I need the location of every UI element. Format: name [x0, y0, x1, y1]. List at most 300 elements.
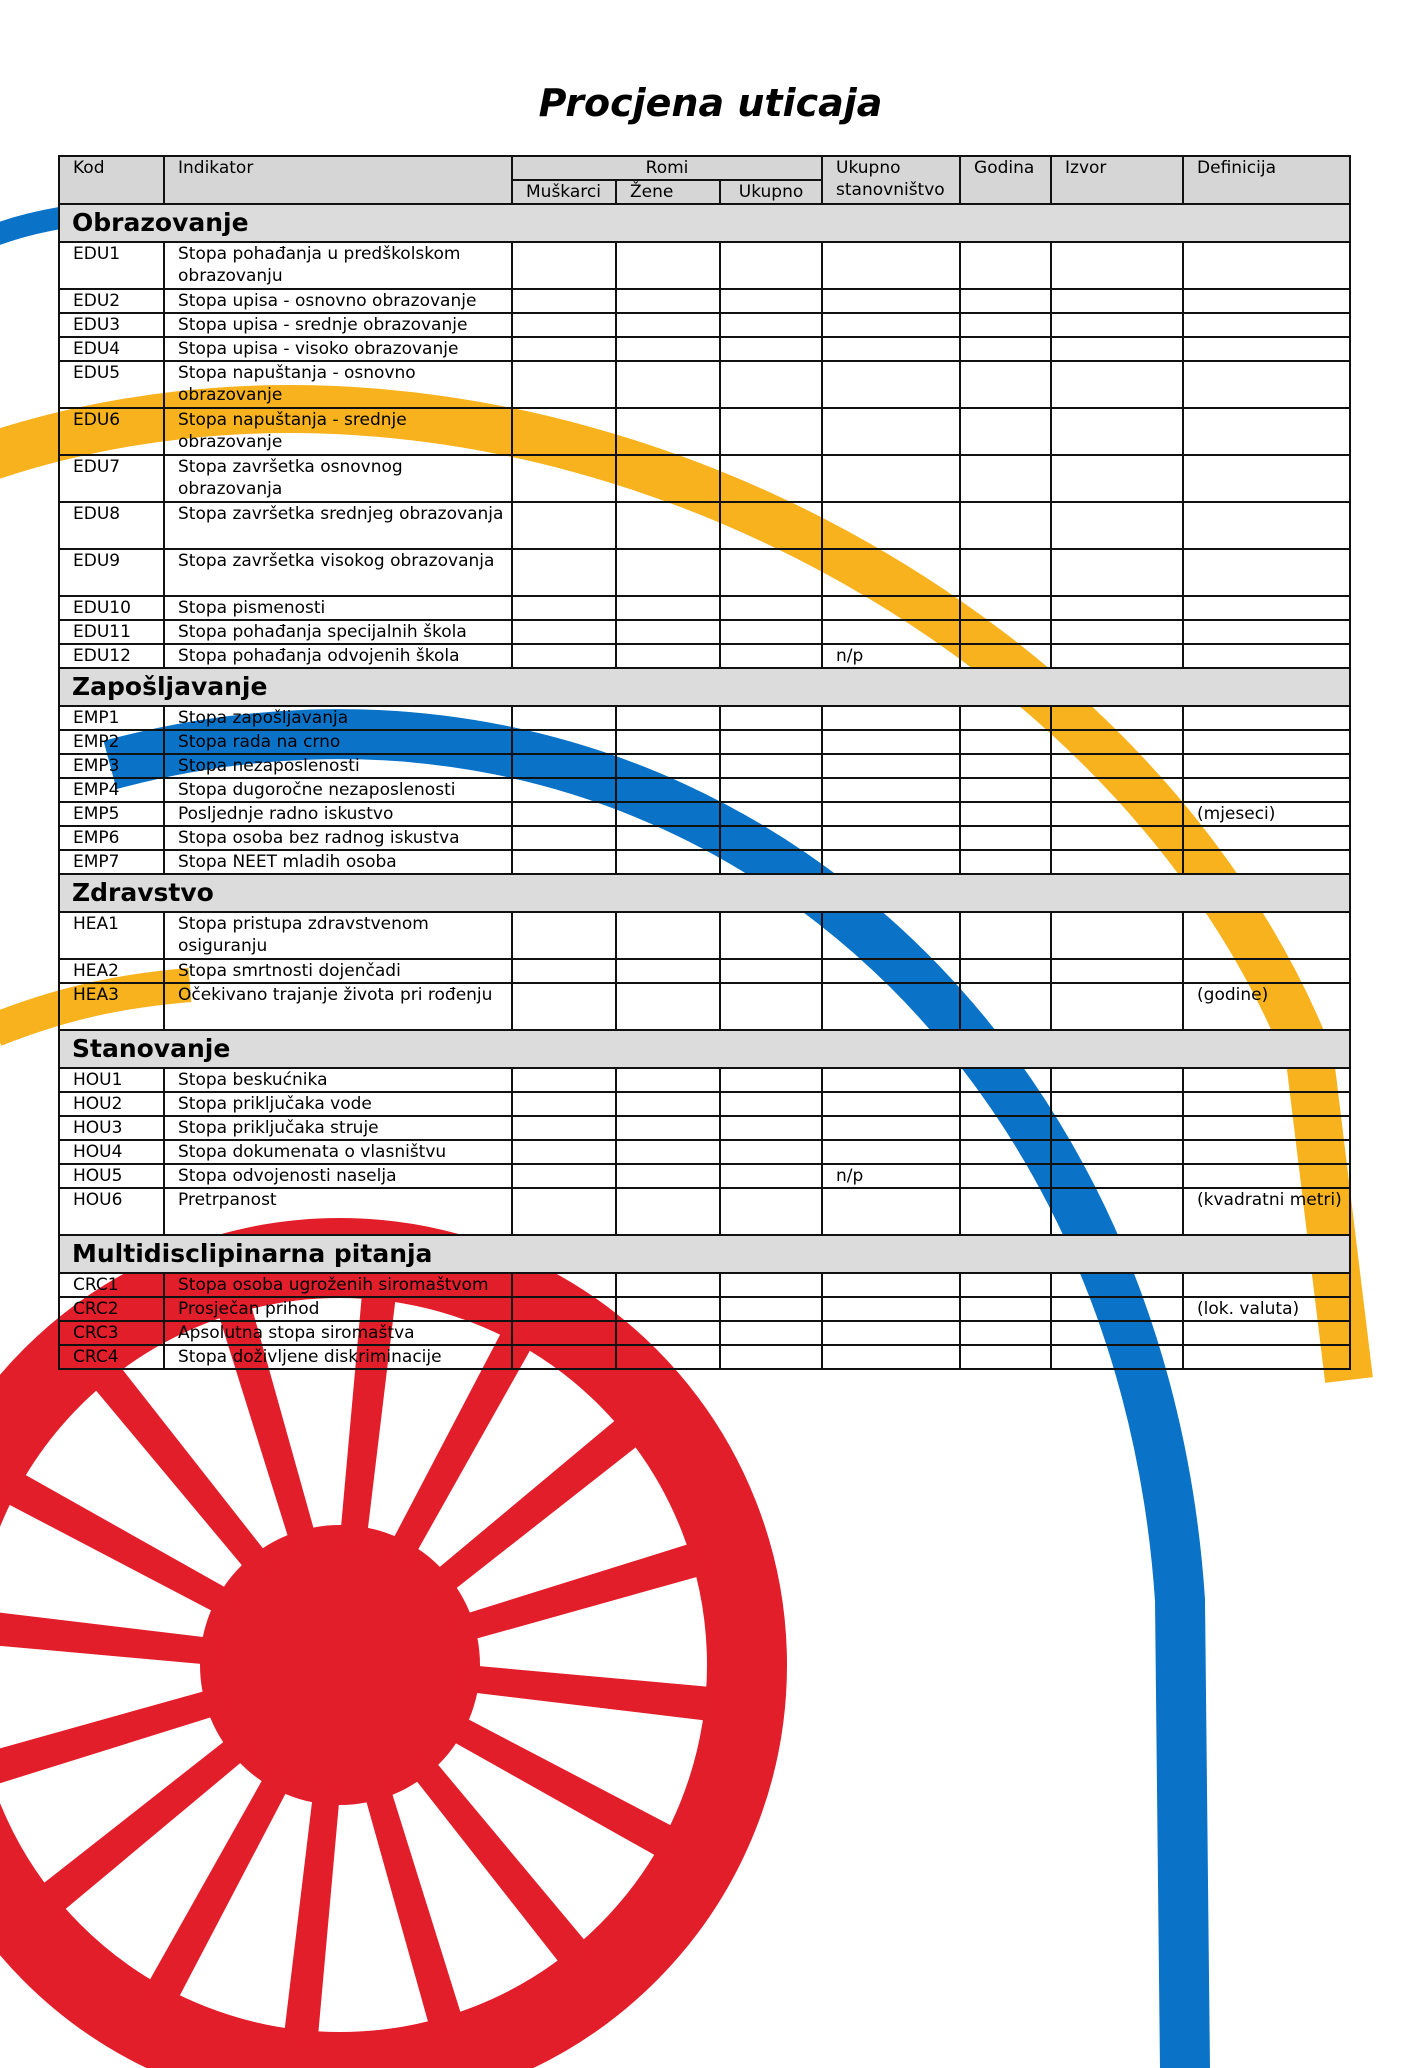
- cell-women: [616, 802, 720, 826]
- cell-women: [616, 242, 720, 289]
- cell-women: [616, 1092, 720, 1116]
- cell-women: [616, 1345, 720, 1369]
- cell-women: [616, 778, 720, 802]
- cell-source: [1051, 754, 1183, 778]
- cell-women: [616, 644, 720, 668]
- cell-total: [720, 313, 822, 337]
- table-row: [59, 802, 1350, 826]
- cell-source: [1051, 1321, 1183, 1345]
- cell-men: [512, 1321, 616, 1345]
- cell-code: HOU4: [59, 1140, 164, 1164]
- cell-women: [616, 289, 720, 313]
- cell-men: [512, 983, 616, 1030]
- cell-men: [512, 313, 616, 337]
- cell-definition: [1183, 549, 1350, 596]
- cell-population-total: [822, 620, 960, 644]
- table-row: [59, 1297, 1350, 1321]
- cell-definition: [1183, 408, 1350, 455]
- cell-men: [512, 1116, 616, 1140]
- cell-source: [1051, 549, 1183, 596]
- cell-total: [720, 706, 822, 730]
- cell-code: EDU2: [59, 289, 164, 313]
- cell-source: [1051, 1273, 1183, 1297]
- table-row: [59, 1092, 1350, 1116]
- cell-women: [616, 361, 720, 408]
- table-row: [59, 1321, 1350, 1345]
- cell-indicator: Stopa priključaka vode: [164, 1092, 512, 1116]
- cell-code: HEA1: [59, 912, 164, 959]
- cell-code: HEA3: [59, 983, 164, 1030]
- cell-code: CRC2: [59, 1297, 164, 1321]
- cell-year: [960, 1345, 1051, 1369]
- cell-men: [512, 706, 616, 730]
- cell-total: [720, 983, 822, 1030]
- cell-source: [1051, 1068, 1183, 1092]
- table-row: [59, 1140, 1350, 1164]
- cell-total: [720, 549, 822, 596]
- cell-source: [1051, 1164, 1183, 1188]
- cell-indicator: Stopa priključaka struje: [164, 1116, 512, 1140]
- cell-source: [1051, 912, 1183, 959]
- cell-source: [1051, 620, 1183, 644]
- cell-source: [1051, 408, 1183, 455]
- cell-men: [512, 644, 616, 668]
- cell-indicator: Stopa upisa - srednje obrazovanje: [164, 313, 512, 337]
- section-title: Zdravstvo: [59, 874, 1350, 912]
- table-row: [59, 778, 1350, 802]
- cell-men: [512, 549, 616, 596]
- table-row: [59, 1188, 1350, 1235]
- cell-definition: [1183, 502, 1350, 549]
- cell-total: [720, 1273, 822, 1297]
- cell-women: [616, 1188, 720, 1235]
- cell-definition: [1183, 912, 1350, 959]
- page-title: Procjena uticaja: [538, 81, 883, 126]
- cell-definition: [1183, 1140, 1350, 1164]
- cell-indicator: Stopa završetka visokog obrazovanja: [164, 549, 512, 596]
- cell-population-total: [822, 549, 960, 596]
- cell-code: EMP2: [59, 730, 164, 754]
- cell-year: [960, 313, 1051, 337]
- cell-source: [1051, 959, 1183, 983]
- cell-population-total: [822, 502, 960, 549]
- cell-population-total: [822, 242, 960, 289]
- cell-year: [960, 455, 1051, 502]
- cell-women: [616, 337, 720, 361]
- cell-indicator: Pretrpanost: [164, 1188, 512, 1235]
- section-title: Obrazovanje: [59, 204, 1350, 242]
- cell-definition: [1183, 596, 1350, 620]
- cell-women: [616, 1273, 720, 1297]
- cell-code: EMP7: [59, 850, 164, 874]
- cell-population-total: [822, 912, 960, 959]
- cell-source: [1051, 289, 1183, 313]
- cell-total: [720, 1321, 822, 1345]
- table-header: [59, 156, 1350, 204]
- header-women: Žene: [616, 180, 720, 204]
- cell-population-total: [822, 983, 960, 1030]
- cell-year: [960, 596, 1051, 620]
- cell-source: [1051, 313, 1183, 337]
- cell-year: [960, 361, 1051, 408]
- cell-total: [720, 1345, 822, 1369]
- cell-year: [960, 826, 1051, 850]
- cell-total: [720, 802, 822, 826]
- cell-year: [960, 1164, 1051, 1188]
- section-title: Stanovanje: [59, 1030, 1350, 1068]
- cell-population-total: [822, 802, 960, 826]
- cell-women: [616, 549, 720, 596]
- header-indicator: Indikator: [164, 156, 512, 204]
- cell-total: [720, 289, 822, 313]
- cell-total: [720, 242, 822, 289]
- cell-definition: [1183, 754, 1350, 778]
- cell-year: [960, 1297, 1051, 1321]
- header-source: Izvor: [1051, 156, 1183, 204]
- cell-year: [960, 754, 1051, 778]
- table-row: [59, 959, 1350, 983]
- cell-population-total: [822, 850, 960, 874]
- cell-women: [616, 1068, 720, 1092]
- cell-men: [512, 455, 616, 502]
- cell-source: [1051, 1188, 1183, 1235]
- cell-indicator: Stopa dokumenata o vlasništvu: [164, 1140, 512, 1164]
- cell-definition: [1183, 826, 1350, 850]
- cell-indicator: Stopa dugoročne nezaposlenosti: [164, 778, 512, 802]
- table-row: [59, 1164, 1350, 1188]
- cell-year: [960, 620, 1051, 644]
- table-row: [59, 313, 1350, 337]
- cell-year: [960, 1188, 1051, 1235]
- table-row: [59, 289, 1350, 313]
- table-row: [59, 706, 1350, 730]
- cell-definition: [1183, 778, 1350, 802]
- cell-men: [512, 1140, 616, 1164]
- cell-indicator: Stopa osoba bez radnog iskustva: [164, 826, 512, 850]
- cell-definition: (godine): [1183, 983, 1350, 1030]
- cell-men: [512, 361, 616, 408]
- table-row: [59, 242, 1350, 289]
- cell-indicator: Prosječan prihod: [164, 1297, 512, 1321]
- cell-definition: [1183, 1273, 1350, 1297]
- cell-total: [720, 912, 822, 959]
- cell-definition: [1183, 1321, 1350, 1345]
- table-row: [59, 983, 1350, 1030]
- cell-year: [960, 778, 1051, 802]
- cell-source: [1051, 778, 1183, 802]
- cell-women: [616, 620, 720, 644]
- cell-population-total: [822, 754, 960, 778]
- cell-indicator: Stopa napuštanja - osnovno obrazovanje: [164, 361, 512, 408]
- cell-population-total: [822, 289, 960, 313]
- cell-men: [512, 802, 616, 826]
- section-title: Zapošljavanje: [59, 668, 1350, 706]
- cell-women: [616, 754, 720, 778]
- cell-population-total: [822, 730, 960, 754]
- cell-year: [960, 408, 1051, 455]
- section-row: [59, 1030, 1350, 1068]
- cell-total: [720, 1092, 822, 1116]
- cell-men: [512, 242, 616, 289]
- cell-total: [720, 1116, 822, 1140]
- cell-source: [1051, 1345, 1183, 1369]
- cell-indicator: Stopa doživljene diskriminacije: [164, 1345, 512, 1369]
- cell-year: [960, 983, 1051, 1030]
- cell-source: [1051, 337, 1183, 361]
- cell-population-total: [822, 1297, 960, 1321]
- cell-men: [512, 959, 616, 983]
- cell-source: [1051, 850, 1183, 874]
- cell-indicator: Stopa pristupa zdravstvenom osiguranju: [164, 912, 512, 959]
- cell-source: [1051, 1116, 1183, 1140]
- cell-code: EMP5: [59, 802, 164, 826]
- cell-men: [512, 596, 616, 620]
- cell-definition: [1183, 850, 1350, 874]
- cell-population-total: [822, 1188, 960, 1235]
- cell-men: [512, 1345, 616, 1369]
- cell-total: [720, 620, 822, 644]
- cell-year: [960, 912, 1051, 959]
- cell-men: [512, 1297, 616, 1321]
- cell-source: [1051, 242, 1183, 289]
- cell-definition: [1183, 337, 1350, 361]
- cell-men: [512, 912, 616, 959]
- cell-women: [616, 730, 720, 754]
- header-roma: Romi: [512, 156, 822, 180]
- table-row: [59, 850, 1350, 874]
- cell-total: [720, 826, 822, 850]
- cell-men: [512, 289, 616, 313]
- cell-code: CRC3: [59, 1321, 164, 1345]
- cell-women: [616, 1321, 720, 1345]
- cell-men: [512, 778, 616, 802]
- cell-year: [960, 802, 1051, 826]
- cell-men: [512, 408, 616, 455]
- cell-definition: [1183, 620, 1350, 644]
- cell-source: [1051, 983, 1183, 1030]
- cell-women: [616, 1164, 720, 1188]
- cell-population-total: [822, 826, 960, 850]
- cell-total: [720, 502, 822, 549]
- cell-year: [960, 959, 1051, 983]
- cell-definition: [1183, 1116, 1350, 1140]
- cell-definition: [1183, 1345, 1350, 1369]
- cell-year: [960, 502, 1051, 549]
- cell-women: [616, 455, 720, 502]
- cell-year: [960, 730, 1051, 754]
- cell-men: [512, 1273, 616, 1297]
- cell-population-total: [822, 1092, 960, 1116]
- header-definition: Definicija: [1183, 156, 1350, 204]
- cell-definition: [1183, 361, 1350, 408]
- cell-indicator: Stopa upisa - osnovno obrazovanje: [164, 289, 512, 313]
- table-row: [59, 912, 1350, 959]
- cell-code: EDU1: [59, 242, 164, 289]
- cell-definition: (lok. valuta): [1183, 1297, 1350, 1321]
- cell-definition: [1183, 1164, 1350, 1188]
- cell-indicator: Stopa NEET mladih osoba: [164, 850, 512, 874]
- cell-men: [512, 620, 616, 644]
- cell-definition: [1183, 313, 1350, 337]
- cell-code: EDU10: [59, 596, 164, 620]
- red-wheel: [0, 1258, 747, 2068]
- cell-source: [1051, 826, 1183, 850]
- cell-indicator: Stopa osoba ugroženih siromaštvom: [164, 1273, 512, 1297]
- cell-total: [720, 754, 822, 778]
- cell-code: EMP6: [59, 826, 164, 850]
- cell-code: EDU4: [59, 337, 164, 361]
- cell-code: EDU11: [59, 620, 164, 644]
- cell-definition: [1183, 242, 1350, 289]
- cell-indicator: Stopa pohađanja u predškolskom obrazovanju: [164, 242, 512, 289]
- cell-population-total: [822, 455, 960, 502]
- cell-population-total: [822, 1321, 960, 1345]
- cell-women: [616, 983, 720, 1030]
- cell-women: [616, 1140, 720, 1164]
- table-row: [59, 644, 1350, 668]
- table-row: [59, 1345, 1350, 1369]
- cell-men: [512, 1092, 616, 1116]
- cell-women: [616, 959, 720, 983]
- cell-code: EDU5: [59, 361, 164, 408]
- cell-women: [616, 826, 720, 850]
- table-row: [59, 730, 1350, 754]
- cell-population-total: [822, 1068, 960, 1092]
- cell-year: [960, 644, 1051, 668]
- wheel-spoke: [0, 1608, 223, 1665]
- cell-code: EDU9: [59, 549, 164, 596]
- cell-men: [512, 850, 616, 874]
- cell-population-total: [822, 337, 960, 361]
- cell-definition: (mjeseci): [1183, 802, 1350, 826]
- header-total: Ukupno: [720, 180, 822, 204]
- cell-women: [616, 596, 720, 620]
- cell-code: EDU6: [59, 408, 164, 455]
- cell-definition: [1183, 730, 1350, 754]
- cell-code: EDU8: [59, 502, 164, 549]
- cell-total: [720, 1164, 822, 1188]
- cell-women: [616, 313, 720, 337]
- cell-source: [1051, 644, 1183, 668]
- cell-year: [960, 242, 1051, 289]
- cell-source: [1051, 802, 1183, 826]
- cell-year: [960, 289, 1051, 313]
- cell-total: [720, 337, 822, 361]
- cell-population-total: [822, 313, 960, 337]
- cell-code: HOU2: [59, 1092, 164, 1116]
- header-men: Muškarci: [512, 180, 616, 204]
- table-row: [59, 620, 1350, 644]
- table-row: [59, 596, 1350, 620]
- cell-year: [960, 1321, 1051, 1345]
- cell-indicator: Stopa završetka srednjeg obrazovanja: [164, 502, 512, 549]
- cell-year: [960, 1092, 1051, 1116]
- cell-indicator: Stopa napuštanja - srednje obrazovanje: [164, 408, 512, 455]
- table-row: [59, 455, 1350, 502]
- cell-definition: [1183, 706, 1350, 730]
- cell-indicator: Stopa smrtnosti dojenčadi: [164, 959, 512, 983]
- header-population-total: Ukupno stanovništvo: [822, 156, 960, 204]
- cell-men: [512, 826, 616, 850]
- cell-year: [960, 337, 1051, 361]
- cell-definition: [1183, 1092, 1350, 1116]
- cell-men: [512, 1164, 616, 1188]
- table-row: [59, 549, 1350, 596]
- cell-code: HOU6: [59, 1188, 164, 1235]
- cell-women: [616, 1116, 720, 1140]
- cell-population-total: [822, 361, 960, 408]
- cell-total: [720, 1297, 822, 1321]
- cell-men: [512, 730, 616, 754]
- cell-code: EMP4: [59, 778, 164, 802]
- cell-women: [616, 912, 720, 959]
- section-row: [59, 204, 1350, 242]
- cell-definition: [1183, 644, 1350, 668]
- cell-indicator: Stopa zapošljavanja: [164, 706, 512, 730]
- cell-population-total: [822, 1345, 960, 1369]
- table-row: [59, 1116, 1350, 1140]
- cell-men: [512, 337, 616, 361]
- wheel-spoke: [457, 1664, 719, 1721]
- cell-source: [1051, 1297, 1183, 1321]
- section-row: [59, 668, 1350, 706]
- cell-population-total: [822, 1116, 960, 1140]
- cell-indicator: Stopa beskućnika: [164, 1068, 512, 1092]
- cell-code: CRC4: [59, 1345, 164, 1369]
- cell-women: [616, 408, 720, 455]
- cell-indicator: Stopa pohađanja odvojenih škola: [164, 644, 512, 668]
- cell-code: EMP1: [59, 706, 164, 730]
- cell-definition: (kvadratni metri): [1183, 1188, 1350, 1235]
- cell-indicator: Posljednje radno iskustvo: [164, 802, 512, 826]
- cell-women: [616, 706, 720, 730]
- table-row: [59, 754, 1350, 778]
- cell-population-total: n/p: [822, 644, 960, 668]
- table-body: [59, 204, 1350, 1369]
- cell-total: [720, 1188, 822, 1235]
- cell-indicator: Stopa pohađanja specijalnih škola: [164, 620, 512, 644]
- cell-code: HOU5: [59, 1164, 164, 1188]
- cell-source: [1051, 596, 1183, 620]
- cell-code: EDU7: [59, 455, 164, 502]
- cell-code: CRC1: [59, 1273, 164, 1297]
- cell-total: [720, 455, 822, 502]
- cell-women: [616, 850, 720, 874]
- cell-source: [1051, 1140, 1183, 1164]
- cell-population-total: [822, 1273, 960, 1297]
- cell-code: HEA2: [59, 959, 164, 983]
- table-row: [59, 1273, 1350, 1297]
- cell-year: [960, 549, 1051, 596]
- cell-population-total: [822, 706, 960, 730]
- cell-men: [512, 502, 616, 549]
- cell-total: [720, 850, 822, 874]
- cell-men: [512, 754, 616, 778]
- cell-total: [720, 730, 822, 754]
- cell-indicator: Očekivano trajanje života pri rođenju: [164, 983, 512, 1030]
- table-row: [59, 337, 1350, 361]
- cell-total: [720, 361, 822, 408]
- cell-indicator: Stopa rada na crno: [164, 730, 512, 754]
- cell-source: [1051, 730, 1183, 754]
- table-row: [59, 361, 1350, 408]
- cell-indicator: Stopa pismenosti: [164, 596, 512, 620]
- cell-total: [720, 644, 822, 668]
- cell-indicator: Stopa upisa - visoko obrazovanje: [164, 337, 512, 361]
- table-row: [59, 826, 1350, 850]
- cell-population-total: [822, 778, 960, 802]
- cell-code: EDU3: [59, 313, 164, 337]
